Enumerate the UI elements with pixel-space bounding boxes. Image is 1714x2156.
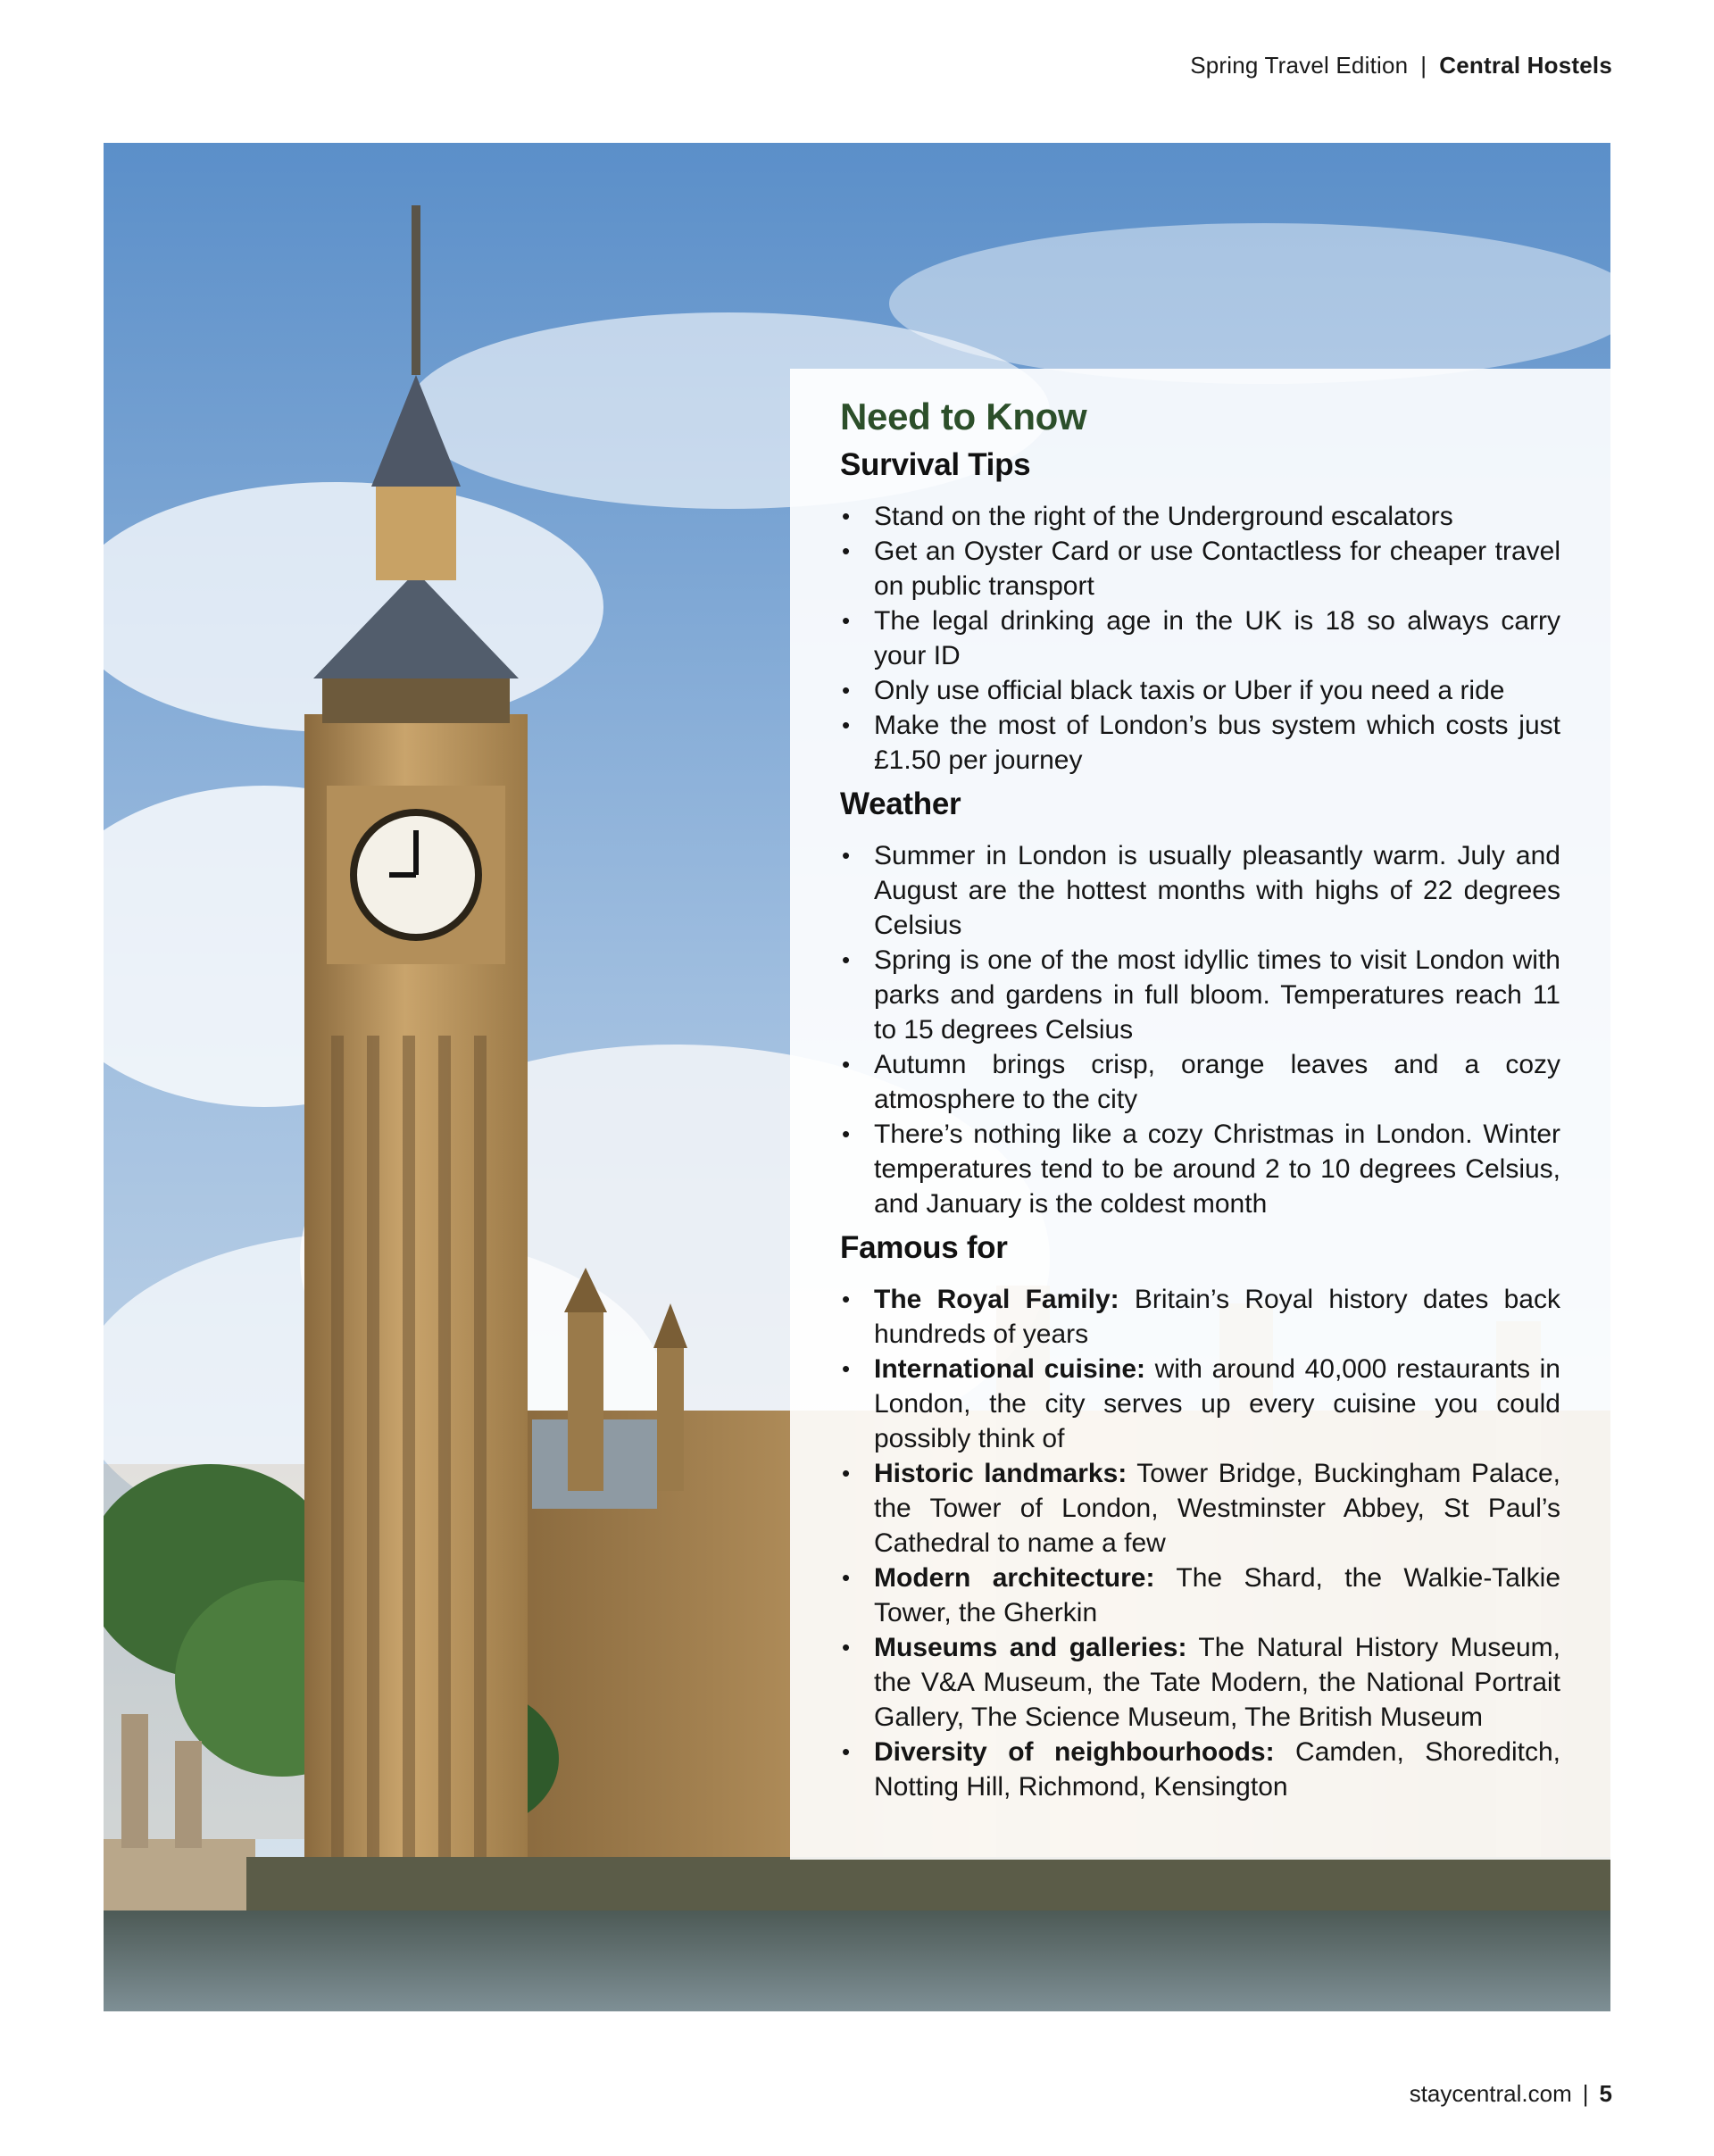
list-item	[840, 1456, 1560, 1561]
list-item: • Summer in London is usually pleasantly warm. July and August are the hottest months with highs of 22 degrees Celsius	[840, 838, 1560, 943]
website-link[interactable]: staycentral.com	[1409, 2080, 1572, 2107]
weather-list	[840, 838, 1560, 1221]
list-item	[840, 1630, 1560, 1735]
section-heading-famous-for: Famous for	[840, 1230, 1008, 1265]
list-item: • Get an Oyster Card or use Contactless for cheaper travel on public transport	[840, 534, 1560, 604]
page-number: 5	[1599, 2080, 1612, 2107]
page-footer	[1410, 2080, 1612, 2108]
item-text: Tower Bridge, Buckingham Palace, the Tower of London, Westminster Abbey, St Paul’s Cathedral to name a few	[874, 1459, 1561, 1558]
list-item: • Stand on the right of the Underground escalators	[840, 499, 1560, 534]
item-text: The Shard, the Walkie-Talkie Tower, the Gherkin	[874, 1563, 1561, 1627]
list-item: • Autumn brings crisp, orange leaves and a cozy atmosphere to the city	[840, 1047, 1560, 1117]
section-heading-weather: Weather	[840, 787, 961, 821]
panel-title: Need to Know	[840, 395, 1087, 437]
famous-for-list	[840, 1282, 1560, 1804]
need-to-know-panel	[790, 369, 1610, 1860]
edition-label: Spring Travel Edition	[1190, 52, 1409, 79]
list-item: • The legal drinking age in the UK is 18 so always carry your ID	[840, 604, 1560, 673]
footer-separator: |	[1582, 2080, 1589, 2107]
list-item: • Spring is one of the most idyllic times to visit London with parks and gardens in full bloom. Temperatures reach 11 to 15 degrees Celsius	[840, 943, 1560, 1047]
item-label: International cuisine:	[874, 1354, 1145, 1384]
item-text: with around 40,000 restaurants in London, the city serves up every cuisine you could possibly think of	[874, 1354, 1560, 1453]
list-item	[840, 1352, 1560, 1456]
item-text: Camden, Shoreditch, Notting Hill, Richmond, Kensington	[874, 1737, 1560, 1802]
list-item: • Make the most of London’s bus system which costs just £1.50 per journey	[840, 708, 1560, 778]
list-item: • Only use official black taxis or Uber if you need a ride	[840, 673, 1560, 708]
item-label: Modern architecture:	[874, 1563, 1155, 1593]
header-separator: |	[1420, 52, 1427, 79]
survival-tips-list	[840, 499, 1560, 778]
list-item: • There’s nothing like a cozy Christmas in London. Winter temperatures tend to be around 2 to 10 degrees Celsius, and January is the coldest month	[840, 1117, 1560, 1221]
page-header	[1190, 52, 1612, 79]
item-label: Diversity of neighbourhoods:	[874, 1737, 1275, 1767]
list-item	[840, 1282, 1560, 1352]
item-label: The Royal Family:	[874, 1285, 1119, 1314]
section-heading-survival-tips: Survival Tips	[840, 447, 1031, 482]
item-label: Museums and galleries:	[874, 1633, 1187, 1662]
item-label: Historic landmarks:	[874, 1459, 1127, 1488]
list-item	[840, 1735, 1560, 1804]
item-text: The Natural History Museum, the V&A Museum, the Tate Modern, the National Portrait Gallery, The Science Museum, The British Museum	[874, 1633, 1561, 1732]
item-text: Britain’s Royal history dates back hundreds of years	[874, 1285, 1560, 1349]
brand-name: Central Hostels	[1439, 52, 1612, 79]
list-item	[840, 1561, 1560, 1630]
